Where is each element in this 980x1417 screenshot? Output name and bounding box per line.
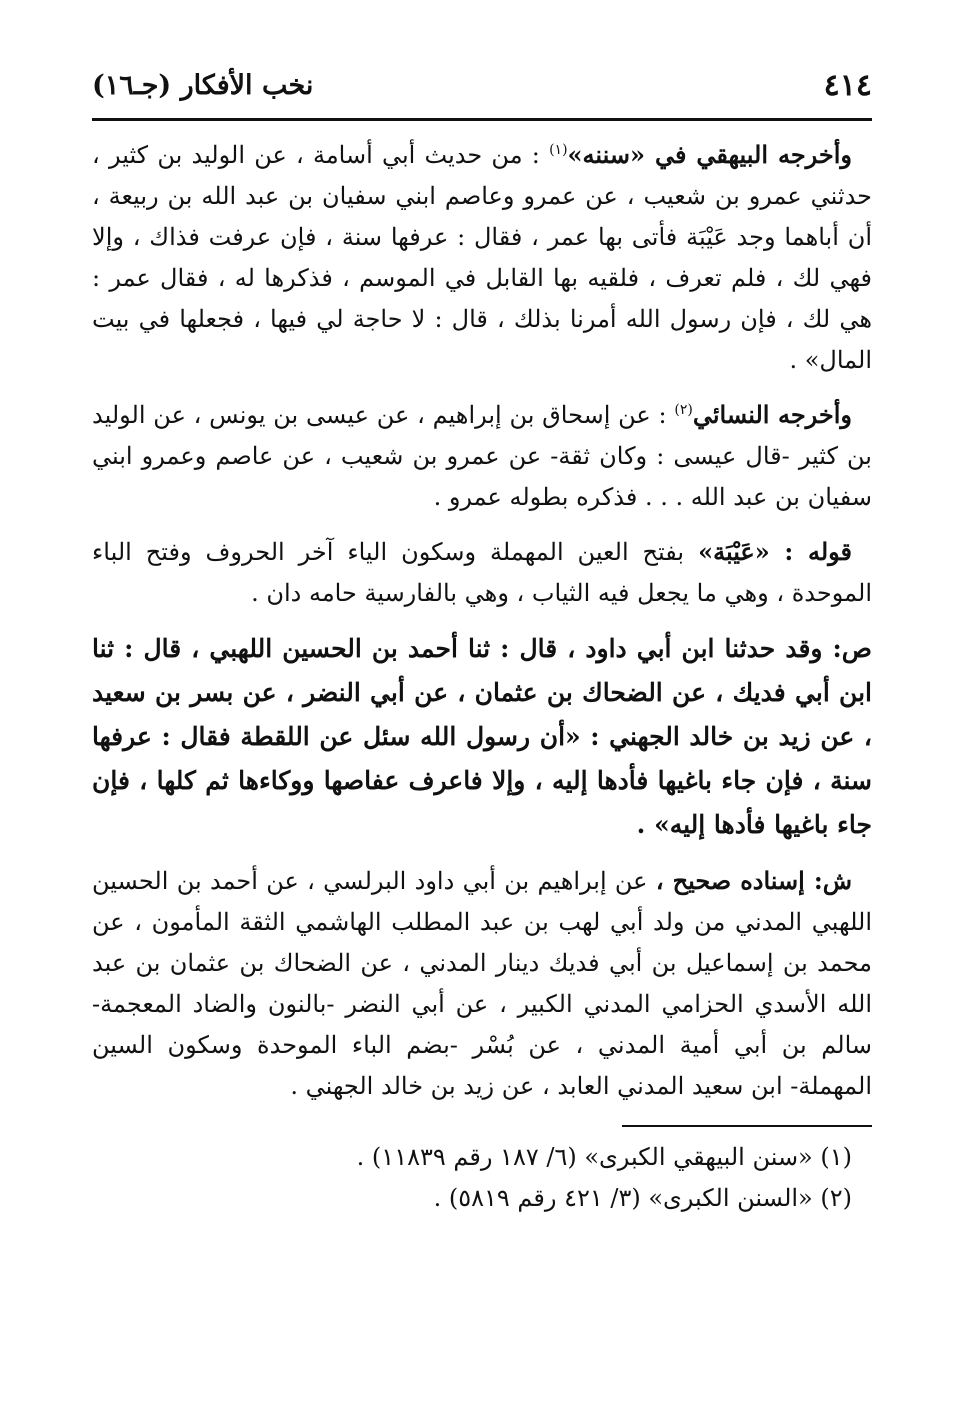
paragraph-text: : عن إسحاق بن إبراهيم ، عن عيسى بن يونس ، عن الوليد بن كثير -قال عيسى : وكان ثقة- عن عمرو بن شعيب ، عن عاصم وعمرو ابني سفيان بن عبد الله . . . فذكره بطوله عمرو . — [92, 401, 872, 511]
page-number: ٤١٤ — [823, 68, 872, 103]
footnote-2: (٢) «السنن الكبرى» (٣/ ٤٢١ رقم ٥٨١٩) . — [433, 1184, 852, 1212]
paragraph-lead: وأخرجه البيهقي في «سننه» — [567, 140, 852, 169]
footnote-rule — [622, 1125, 872, 1127]
footnote-ref-2: (٢) — [674, 402, 693, 418]
paragraph-matn — [92, 627, 872, 847]
paragraph-text: بفتح العين المهملة وسكون الياء آخر الحروف وفتح الباء الموحدة ، وهي ما يجعل فيه الثياب ، وهي بالفارسية حامه دان . — [92, 538, 872, 607]
paragraph-nasai — [92, 394, 872, 518]
running-header — [92, 60, 872, 116]
footnote-1: (١) «سنن البيهقي الكبرى» (٦/ ١٨٧ رقم ١١٨٣٩) . — [356, 1143, 852, 1171]
paragraph-lead: وأخرجه النسائي — [692, 400, 852, 429]
footnotes — [92, 1137, 872, 1219]
main-text — [92, 134, 872, 1107]
book-title: نخب الأفكار (جـ١٦) — [92, 70, 314, 101]
paragraph-sharh — [92, 860, 872, 1107]
book-page — [92, 60, 872, 1219]
header-rule — [92, 118, 872, 121]
paragraph-lead: ش: إسناده صحيح ، — [655, 866, 852, 895]
paragraph-text: : من حديث أبي أسامة ، عن الوليد بن كثير ، حدثني عمرو بن شعيب ، عن عمرو وعاصم ابني سفيان بن عبد الله بن ربيعة ، أن أباهما وجد عَيْبَة فأتى بها عمر ، فقال : عرفها سنة ، فإن عرفت فذاك ، وإلا فهي لك ، فلم تعرف ، فلقيه بها القابل في الموسم ، فذكرها له ، فقال عمر : هي لك ، فإن رسول الله أمرنا بذلك ، قال : لا حاجة لي فيها ، فجعلها في بيت المال» . — [92, 141, 873, 374]
paragraph-bayhaqi — [92, 134, 872, 381]
paragraph-ayba-definition — [92, 531, 872, 614]
footnote-ref-1: (١) — [549, 142, 568, 158]
paragraph-text: عن إبراهيم بن أبي داود البرلسي ، عن أحمد بن الحسين اللهبي المدني من ولد أبي لهب بن عبد المطلب الهاشمي الثقة المأمون ، عن محمد بن إسماعيل بن أبي فديك دينار المدني ، عن الضحاك بن عثمان بن عبد الله الأسدي الحزامي المدني الكبير ، عن أبي النضر -بالنون والضاد المعجمة- سالم بن أبي أمية المدني ، عن بُسْر -بضم الباء الموحدة وسكون السين المهملة- ابن سعيد المدني العابد ، عن زيد بن خالد الجهني . — [92, 867, 872, 1100]
paragraph-text: ص: وقد حدثنا ابن أبي داود ، قال : ثنا أحمد بن الحسين اللهبي ، قال : ثنا ابن أبي فديك ، عن الضحاك بن عثمان ، عن أبي النضر ، عن بسر بن سعيد ، عن زيد بن خالد الجهني : «أن رسول الله سئل عن اللقطة فقال : عرفها سنة ، فإن جاء باغيها فأدها إليه ، وإلا فاعرف عفاصها ووكاءها ثم كلها ، فإن جاء باغيها فأدها إليه» . — [92, 634, 872, 839]
paragraph-lead: قوله : «عَيْبَة» — [698, 537, 852, 566]
